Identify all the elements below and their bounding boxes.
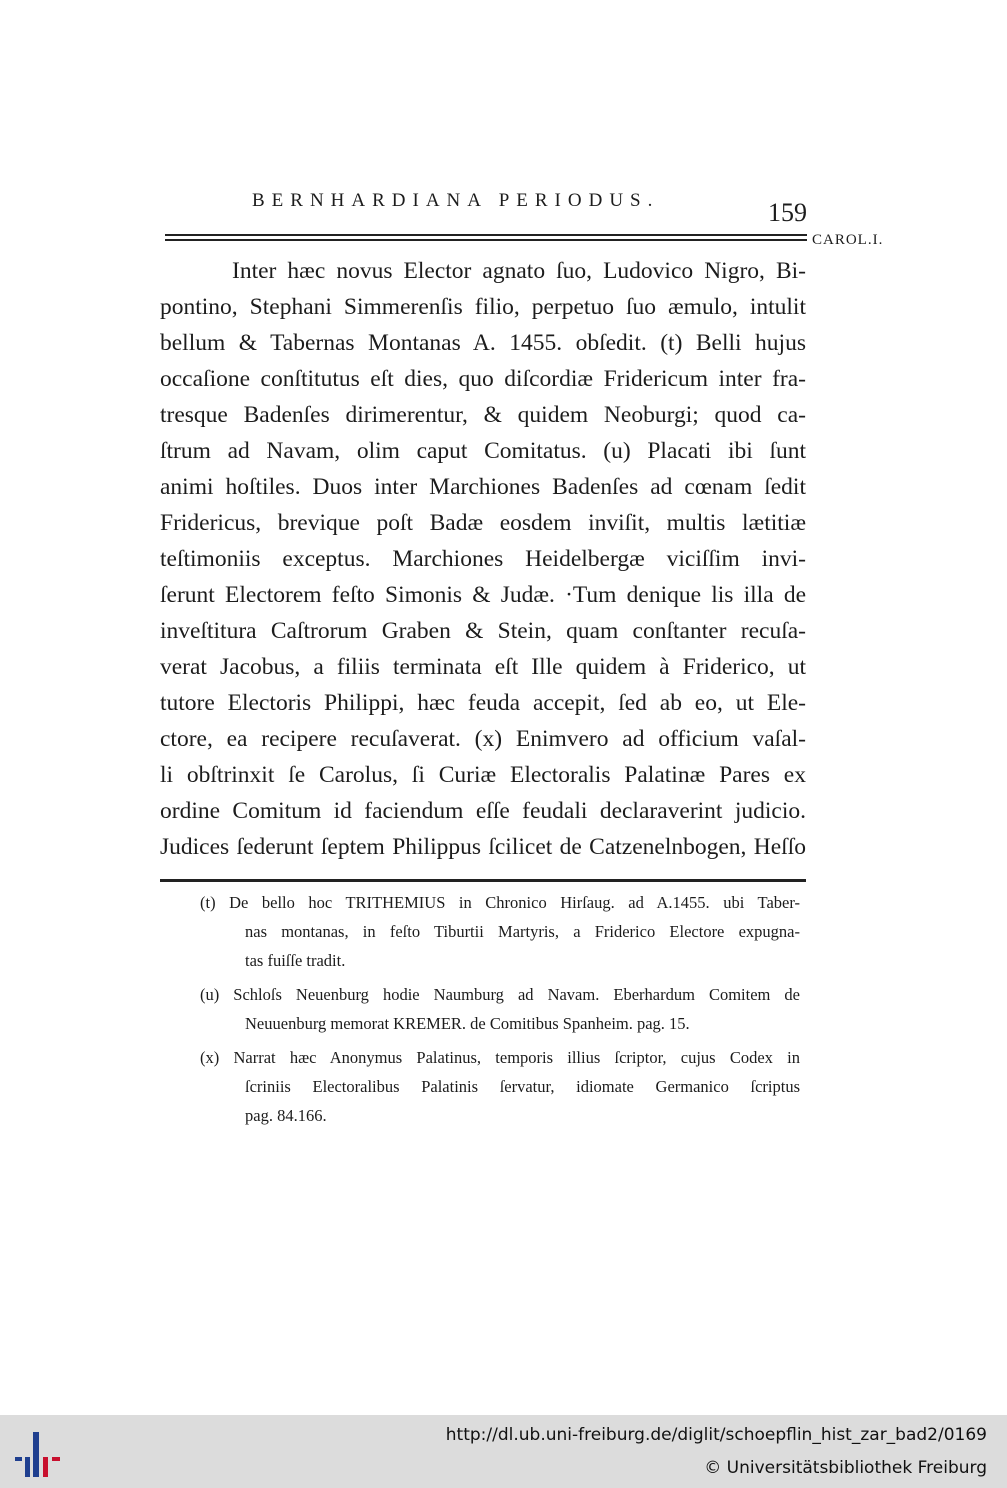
- page-number: 159: [768, 198, 807, 227]
- footnote-line: (x) Narrat hæc Anonymus Palatinus, temporis illius ſcriptor, cujus Codex in: [200, 1048, 800, 1067]
- source-url-link[interactable]: http://dl.ub.uni-freiburg.de/diglit/schoepflin_hist_zar_bad2/0169: [445, 1425, 987, 1445]
- footnote-line: Neuuenburg memorat KREMER. de Comitibus Spanheim. pag. 15.: [245, 1014, 690, 1033]
- footnote-line: (u) Schloſs Neuenburg hodie Naumburg ad Navam. Eberhardum Comitem de: [200, 985, 800, 1004]
- text-line: ordine Comitum id faciendum eſſe feudali declaraverint judicio.: [160, 798, 806, 824]
- footnote-line: (t) De bello hoc TRITHEMIUS in Chronico Hirſaug. ad A.1455. ubi Taber-: [200, 893, 800, 912]
- footnote-t: [200, 888, 800, 975]
- running-head: BERNHARDIANA PERIODUS.: [252, 190, 660, 211]
- text-line: bellum & Tabernas Montanas A. 1455. obſedit. (t) Belli hujus: [160, 330, 806, 356]
- footnote-x: [200, 1043, 800, 1130]
- text-line: ſerunt Electorem feſto Simonis & Judæ. ·Tum denique lis illa de: [160, 582, 806, 608]
- margin-note: CAROL.I.: [812, 232, 884, 248]
- footnote-rule: [160, 879, 806, 882]
- header-rule: [165, 234, 807, 243]
- text-line: ſtrum ad Navam, olim caput Comitatus. (u) Placati ibi ſunt: [160, 438, 806, 464]
- text-line: Inter hæc novus Elector agnato ſuo, Ludovico Nigro, Bi-: [232, 258, 806, 284]
- footnote-u: [200, 980, 800, 1038]
- text-line: tresque Badenſes dirimerentur, & quidem Neoburgi; quod ca-: [160, 402, 806, 428]
- text-line: inveſtitura Caſtrorum Graben & Stein, quam conſtanter recuſa-: [160, 618, 806, 644]
- footnote-line: tas fuiſſe tradit.: [245, 951, 346, 970]
- text-line: animi hoſtiles. Duos inter Marchiones Badenſes ad cœnam ſedit: [160, 474, 806, 500]
- text-line: li obſtrinxit ſe Carolus, ſi Curiæ Electoralis Palatinæ Pares ex: [160, 762, 806, 788]
- copyright-text: © Universitätsbibliothek Freiburg: [704, 1458, 987, 1478]
- text-line: ctore, ea recipere recuſaverat. (x) Enimvero ad officium vaſal-: [160, 726, 806, 752]
- text-line: verat Jacobus, a filiis terminata eſt Ille quidem à Friderico, ut: [160, 654, 806, 680]
- text-line: Fridericus, brevique poſt Badæ eosdem inviſit, multis lætitiæ: [160, 510, 806, 536]
- footnotes: [200, 888, 800, 1135]
- main-text: [160, 253, 806, 865]
- footnote-line: ſcriniis Electoralibus Palatinis ſervatur, idiomate Germanico ſcriptus: [245, 1077, 800, 1096]
- text-line: Judices ſederunt ſeptem Philippus ſcilicet de Catzenelnbogen, Heſſo: [160, 834, 806, 860]
- footnote-line: nas montanas, in feſto Tiburtii Martyris, a Friderico Electore expugna-: [245, 922, 800, 941]
- footer-bar: [0, 1415, 1007, 1488]
- footnote-line: pag. 84.166.: [245, 1106, 327, 1125]
- ub-freiburg-logo-icon: [12, 1429, 64, 1481]
- text-line: occaſione conſtitutus eſt dies, quo diſcordiæ Fridericum inter fra-: [160, 366, 806, 392]
- text-line: teſtimoniis exceptus. Marchiones Heidelbergæ viciſſim invi-: [160, 546, 806, 572]
- text-line: pontino, Stephani Simmerenſis filio, perpetuo ſuo æmulo, intulit: [160, 294, 806, 320]
- text-line: tutore Electoris Philippi, hæc feuda accepit, ſed ab eo, ut Ele-: [160, 690, 806, 716]
